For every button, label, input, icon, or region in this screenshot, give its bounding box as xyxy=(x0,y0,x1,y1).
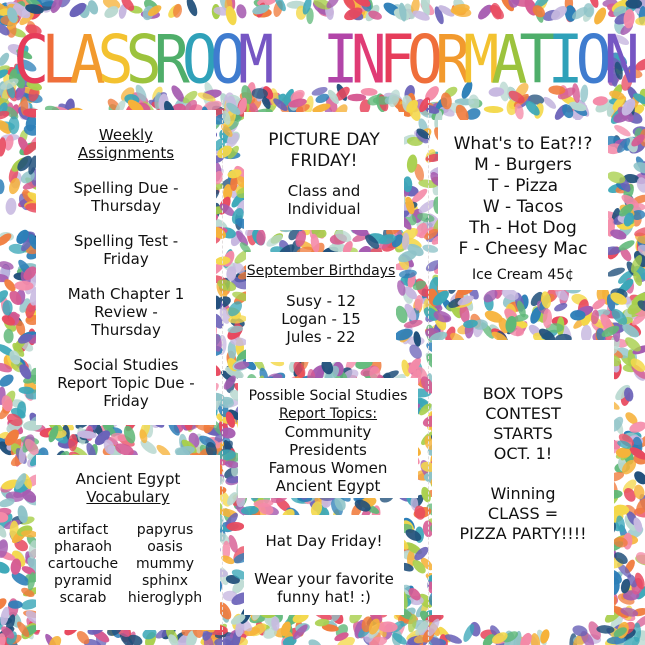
hat-day-line: funny hat! :) xyxy=(277,588,371,606)
petal xyxy=(307,637,324,645)
box-tops-notice xyxy=(432,384,614,544)
title-letter: R xyxy=(435,20,464,100)
vocab-word: scarab xyxy=(59,590,107,606)
petal xyxy=(484,106,504,114)
food-footer: Ice Cream 45¢ xyxy=(471,267,575,283)
petal xyxy=(0,372,16,389)
topics-heading-line-1: Possible Social Studies xyxy=(248,388,408,404)
food-menu xyxy=(438,134,608,286)
title-letter: F xyxy=(378,20,407,100)
title-letter: I xyxy=(322,20,351,100)
box-tops-line: Winning xyxy=(490,484,556,503)
hat-day-notice xyxy=(238,532,410,606)
weekly-item: Review - xyxy=(94,303,158,321)
report-topics xyxy=(232,387,424,495)
box-tops-line: PIZZA PARTY!!!! xyxy=(459,524,587,543)
weekly-item: Thursday xyxy=(91,197,161,215)
vocab-word: pyramid xyxy=(54,573,112,589)
title-letter: O xyxy=(575,20,604,100)
egypt-heading-line-2: Vocabulary xyxy=(86,488,170,506)
food-item: Th - Hot Dog xyxy=(469,218,577,238)
food-item: F - Cheesy Mac xyxy=(458,239,588,259)
vocab-word: cartouche xyxy=(47,556,119,572)
fold-line xyxy=(222,100,223,645)
petal xyxy=(422,243,439,254)
weekly-item: Spelling Due - xyxy=(73,179,179,197)
vocab-word: sphinx xyxy=(141,573,189,589)
hat-day-line: Wear your favorite xyxy=(254,570,394,588)
title-letter: N xyxy=(603,20,632,100)
weekly-item: Thursday xyxy=(91,321,161,339)
vocab-word: papyrus xyxy=(136,522,194,538)
box-tops-line: STARTS xyxy=(493,424,553,443)
picture-day-line: FRIDAY! xyxy=(290,151,358,171)
weekly-heading-line-2: Assignments xyxy=(77,144,175,162)
vocab-word: hieroglyph xyxy=(127,590,203,606)
title-letter: M xyxy=(238,20,267,100)
title-letter: A xyxy=(69,20,98,100)
food-item: W - Tacos xyxy=(482,197,564,217)
petal xyxy=(5,197,17,215)
title-letter: N xyxy=(350,20,379,100)
weekly-item: Friday xyxy=(103,392,149,410)
topic-item: Community xyxy=(284,423,372,441)
title-letter: T xyxy=(519,20,548,100)
title-letter: M xyxy=(463,20,492,100)
weekly-heading-line-1: Weekly xyxy=(98,126,154,144)
title-letter: R xyxy=(153,20,182,100)
birthdays-heading: September Birthdays xyxy=(246,263,396,279)
petal xyxy=(0,559,12,576)
birthday-item: Logan - 15 xyxy=(281,310,361,328)
box-tops-line: CONTEST xyxy=(485,404,561,423)
egypt-vocab-left xyxy=(40,522,126,607)
topic-item: Famous Women xyxy=(268,459,388,477)
hat-day-line: Hat Day Friday! xyxy=(265,532,383,550)
box-tops-line: BOX TOPS xyxy=(482,384,564,403)
picture-day-notice xyxy=(244,130,404,218)
box-tops-line: CLASS = xyxy=(487,504,559,523)
title-letter: I xyxy=(547,20,576,100)
egypt-heading-line-1: Ancient Egypt xyxy=(75,470,181,488)
weekly-item: Social Studies xyxy=(73,356,179,374)
birthdays xyxy=(246,262,396,346)
egypt-vocab-right xyxy=(122,522,208,607)
title-letter: S xyxy=(97,20,126,100)
vocab-word: mummy xyxy=(135,556,195,572)
title-letter: O xyxy=(210,20,239,100)
title-letter xyxy=(266,14,322,106)
vocab-word: artifact xyxy=(57,522,109,538)
food-item: T - Pizza xyxy=(487,176,559,196)
vocab-word: pharaoh xyxy=(53,539,113,555)
picture-day-line: Individual xyxy=(287,200,361,218)
weekly-item: Math Chapter 1 xyxy=(67,285,185,303)
weekly-item: Spelling Test - xyxy=(73,232,179,250)
petal xyxy=(0,179,5,194)
food-item: M - Burgers xyxy=(474,155,572,175)
vocab-word: oasis xyxy=(147,539,183,555)
fold-line xyxy=(428,100,429,645)
food-heading: What's to Eat?!? xyxy=(453,134,593,154)
egypt-heading xyxy=(36,470,220,506)
picture-day-line: Class and xyxy=(287,182,361,200)
title-letter: S xyxy=(125,20,154,100)
title-letter: L xyxy=(41,20,70,100)
petal xyxy=(2,300,12,315)
title-letter: O xyxy=(406,20,435,100)
topic-item: Presidents xyxy=(289,441,367,459)
weekly-item: Friday xyxy=(103,250,149,268)
topics-heading-line-2: Report Topics: xyxy=(278,406,378,422)
birthday-item: Susy - 12 xyxy=(286,292,356,310)
box-tops-line: OCT. 1! xyxy=(493,444,553,463)
title-letter: C xyxy=(13,20,42,100)
weekly-assignments xyxy=(36,126,216,410)
topic-item: Ancient Egypt xyxy=(275,477,381,495)
picture-day-line: PICTURE DAY xyxy=(268,130,380,150)
page-title xyxy=(0,14,645,106)
weekly-item: Report Topic Due - xyxy=(57,374,195,392)
birthday-item: Jules - 22 xyxy=(286,328,356,346)
title-letter: A xyxy=(491,20,520,100)
title-letter: O xyxy=(181,20,210,100)
